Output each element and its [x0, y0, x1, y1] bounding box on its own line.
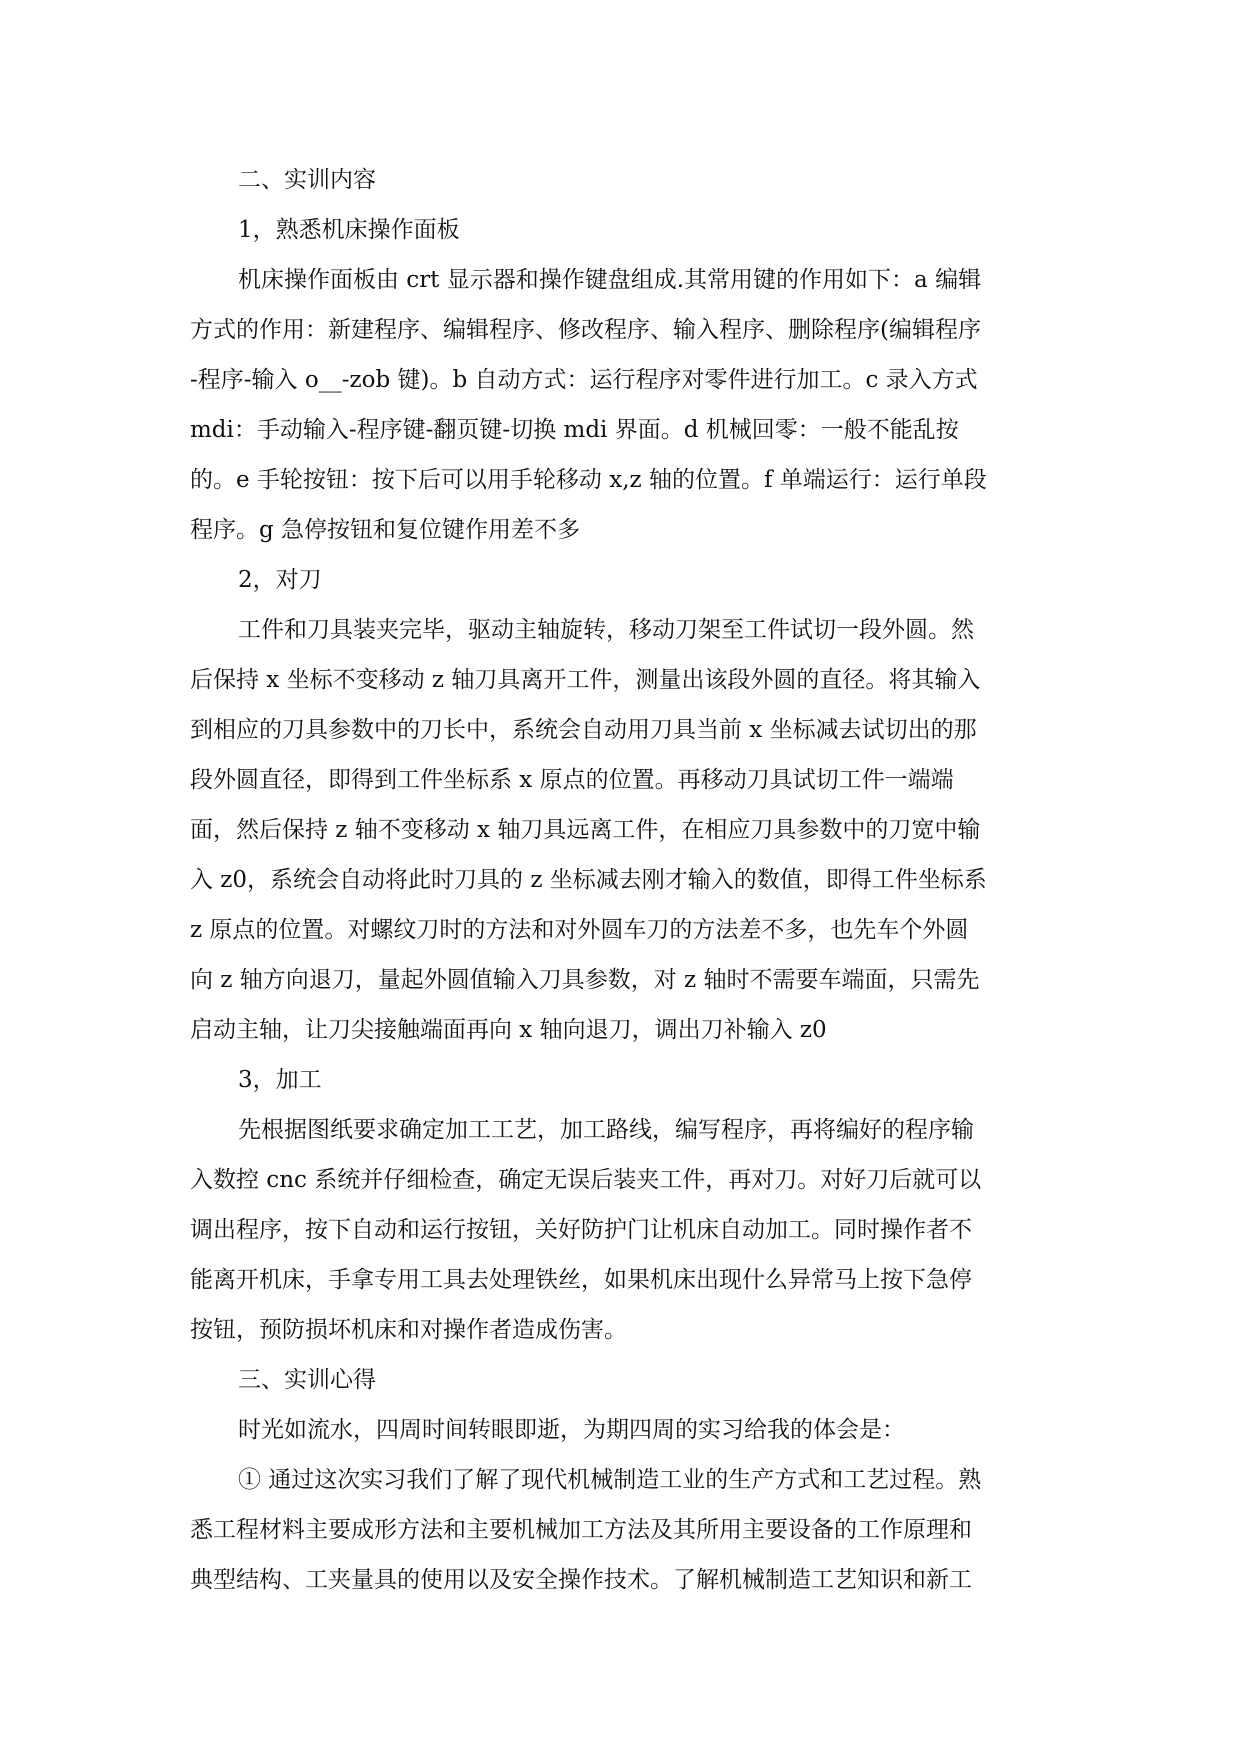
- text-line: z 原点的位置。对螺纹刀时的方法和对外圆车刀的方法差不多，也先车个外圆: [190, 917, 969, 943]
- text-line: 能离开机床，手拿专用工具去处理铁丝，如果机床出现什么异常马上按下急停: [190, 1267, 972, 1293]
- text-line: mdi：手动输入-程序键-翻页键-切换 mdi 界面。d 机械回零：一般不能乱按: [190, 417, 959, 443]
- text-line: 启动主轴，让刀尖接触端面再向 x 轴向退刀，调出刀补输入 z0: [190, 1017, 827, 1043]
- text-line: 悉工程材料主要成形方法和主要机械加工方法及其所用主要设备的工作原理和: [190, 1517, 972, 1543]
- text-line: 到相应的刀具参数中的刀长中，系统会自动用刀具当前 x 坐标减去试切出的那: [190, 717, 977, 743]
- text-line: 程序。g 急停按钮和复位键作用差不多: [190, 517, 581, 543]
- text-line: 方式的作用：新建程序、编辑程序、修改程序、输入程序、删除程序(编辑程序: [190, 317, 981, 343]
- text-line: -程序-输入 o__-zob 键)。b 自动方式：运行程序对零件进行加工。c 录入方式: [190, 367, 978, 393]
- text-line: 2，对刀: [238, 567, 322, 593]
- text-line: 向 z 轴方向退刀，量起外圆值输入刀具参数，对 z 轴时不需要车端面，只需先: [190, 967, 980, 993]
- text-line: 入 z0，系统会自动将此时刀具的 z 坐标减去刚才输入的数值，即得工件坐标系: [190, 867, 987, 893]
- text-line: 入数控 cnc 系统并仔细检查，确定无误后装夹工件，再对刀。对好刀后就可以: [190, 1167, 982, 1193]
- text-line: 调出程序，按下自动和运行按钮，关好防护门让机床自动加工。同时操作者不: [190, 1217, 972, 1243]
- text-line: ① 通过这次实习我们了解了现代机械制造工业的生产方式和工艺过程。熟: [238, 1467, 982, 1493]
- text-line: 后保持 x 坐标不变移动 z 轴刀具离开工件，测量出该段外圆的直径。将其输入: [190, 667, 981, 693]
- text-line: 的。e 手轮按钮：按下后可以用手轮移动 x,z 轴的位置。f 单端运行：运行单段: [190, 467, 987, 493]
- text-line: 先根据图纸要求确定加工工艺，加工路线，编写程序，再将编好的程序输: [238, 1117, 974, 1143]
- text-line: 工件和刀具装夹完毕，驱动主轴旋转，移动刀架至工件试切一段外圆。然: [238, 617, 974, 643]
- text-line: 3，加工: [238, 1067, 322, 1093]
- text-line: 1，熟悉机床操作面板: [238, 217, 460, 243]
- text-line: 三、实训心得: [238, 1367, 376, 1393]
- text-line: 二、实训内容: [238, 167, 376, 193]
- text-line: 机床操作面板由 crt 显示器和操作键盘组成.其常用键的作用如下：a 编辑: [238, 267, 982, 293]
- text-line: 典型结构、工夹量具的使用以及安全操作技术。了解机械制造工艺知识和新工: [190, 1567, 972, 1593]
- text-line: 时光如流水，四周时间转眼即逝，为期四周的实习给我的体会是：: [238, 1417, 905, 1443]
- document-body: [190, 155, 1060, 1605]
- text-line: 段外圆直径，即得到工件坐标系 x 原点的位置。再移动刀具试切工件一端端: [190, 767, 954, 793]
- text-line: 按钮，预防损坏机床和对操作者造成伤害。: [190, 1317, 627, 1343]
- text-line: 面，然后保持 z 轴不变移动 x 轴刀具远离工件，在相应刀具参数中的刀宽中输: [190, 817, 981, 843]
